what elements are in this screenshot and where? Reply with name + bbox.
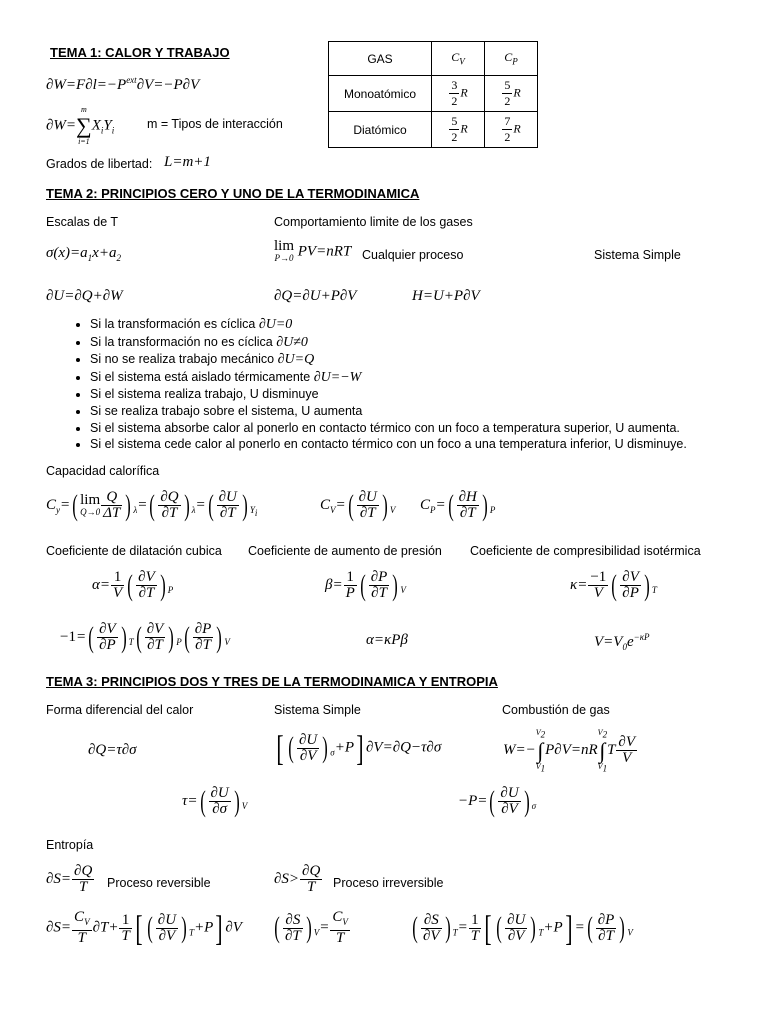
sistema-simple-label-2: Sistema Simple [274,703,361,717]
gas-header: GAS [329,42,432,76]
pressure-equation: −P=( $\frac{\partial U}{\partial V}$ ) $_\sigma$ [458,784,537,818]
table-row [329,76,538,112]
reversible-label: Proceso reversible [107,876,211,890]
heat-capacity-definition: $C_y=$( lim Q→0 $\frac{Q}{\Delta T}$ ) $_\lambda$=( $\frac{\partial Q}{\partial T}$ ) $_\lambda$=( $\frac{\partial U}{\partial T}$ ) $_{Y_i}$ [46,488,258,522]
table-row [329,112,538,148]
enthalpy-equation: H=U+P∂V [412,288,480,304]
capacidad-label: Capacidad calorífica [46,464,160,478]
gas-name: Diatómico [329,112,432,148]
coef-presion-label: Coeficiente de aumento de presión [248,544,442,558]
escalas-label: Escalas de T [46,215,119,229]
irreversible-entropy-equation: ∂S> $\frac{\partial Q}{T}$ [274,863,321,895]
first-law-bullets [70,316,687,453]
gas-table [328,41,538,148]
cp-value: $\frac{5}{2}$ R [485,76,538,112]
combustion-work-equation: W=− $V_2$ ∫ $V_1$ P∂V=nR $V_2$ ∫ $V_1$ T $\frac{\partial V}{V}$ [503,728,635,774]
reversible-entropy-equation: ∂S= $\frac{\partial Q}{T}$ [46,863,93,895]
heat-equation: ∂Q=∂U+P∂V [274,288,357,304]
alpha-equation: α= $\frac{1}{V}$ ( $\frac{\partial V}{\partial T}$ ) $_P$ [92,568,174,602]
alpha-kappa-relation: α=κPβ [366,632,408,648]
cualquier-label: Cualquier proceso [362,248,464,262]
cv-equation: $C_V=$( $\frac{\partial U}{\partial T}$ ) $_V$ [320,488,396,522]
coef-dilatacion-label: Coeficiente de dilatación cubica [46,544,222,558]
volume-exponential-equation: $V=V_0e^{-\kappa P}$ [594,632,650,652]
tema2-heading: TEMA 2: PRINCIPIOS CERO Y UNO DE LA TERMODINAMICA [46,186,420,201]
list-item: • Si el sistema cede calor al ponerlo en contacto térmico con un foco a una temperatura inferior, U disminuye. [90,436,687,453]
work-differential-equation: $\partial W=F\partial l=-P^{ext}\partial V=-P\partial V$ [46,75,200,93]
ideal-gas-limit-equation: lim P→0 PV=nRT [274,238,352,263]
entropia-label: Entropía [46,838,94,852]
cp-value: $\frac{7}{2}$ R [485,112,538,148]
tau-equation: τ=( $\frac{\partial U}{\partial\sigma}$ ) $_V$ [182,784,248,818]
tema1-heading: TEMA 1: CALOR Y TRABAJO [50,45,230,60]
coef-compresibilidad-label: Coeficiente de compresibilidad isotérmica [470,544,701,558]
list-item: • Si la transformación no es cíclica ∂U≠0 [90,334,687,352]
gas-name: Monoatómico [329,76,432,112]
combustion-label: Combustión de gas [502,703,610,717]
list-item: • Si no se realiza trabajo mecánico ∂U=Q [90,351,687,369]
entropy-differential-equation: ∂S= $\frac{C_V}{T}$ ∂T+ $\frac{1}{T}$ [ ( $\frac{\partial U}{\partial V}$ ) $_T$+P] ∂V [46,908,242,948]
first-law-equation: ∂U=∂Q+∂W [46,288,123,304]
cp-header: $C_P$ [485,42,538,76]
kappa-equation: κ= $\frac{-1}{V}$ ( $\frac{\partial V}{\partial P}$ ) $_T$ [570,568,657,602]
simple-system-equation: [ ( $\frac{\partial U}{\partial V}$ ) $_\sigma$+P] ∂V=∂Q−τ∂σ [276,728,442,768]
cv-header: $C_V$ [432,42,485,76]
heat-tau-equation: ∂Q=τ∂σ [88,742,137,758]
grados-equation: L=m+1 [164,154,211,170]
entropy-temperature-derivative: ( $\frac{\partial S}{\partial T}$ ) $_V$= $\frac{C_V}{T}$ [274,909,348,946]
m-note: m = Tipos de interacción [147,117,283,131]
sistema-simple-label: Sistema Simple [594,248,681,262]
list-item: • Si se realiza trabajo sobre el sistema, U aumenta [90,403,687,420]
comportamiento-label: Comportamiento limite de los gases [274,215,473,229]
cp-equation: $C_P=$( $\frac{\partial H}{\partial T}$ ) $_P$ [420,488,496,522]
grados-label: Grados de libertad: [46,157,153,171]
cv-value: $\frac{5}{2}$ R [432,112,485,148]
cyclic-relation-equation: −1=( $\frac{\partial V}{\partial P}$ ) $_T$( $\frac{\partial V}{\partial T}$ ) $_P$( $\frac{\partial P}{\partial T}$ ) $_V$ [60,620,230,654]
forma-diferencial-label: Forma diferencial del calor [46,703,194,717]
work-sum-equation: ∂W= m ∑ i=1 $X_iY_i$ [46,105,115,146]
sigma-equation: $\sigma(x)=a_1x+a_2$ [46,245,121,263]
tema3-heading: TEMA 3: PRINCIPIOS DOS Y TRES DE LA TERMODINAMICA Y ENTROPIA [46,674,498,689]
list-item: • Si el sistema realiza trabajo, U disminuye [90,386,687,403]
cv-value: $\frac{3}{2}$ R [432,76,485,112]
irreversible-label: Proceso irreversible [333,876,444,890]
beta-equation: β= $\frac{1}{P}$ ( $\frac{\partial P}{\partial T}$ ) $_V$ [325,568,406,602]
list-item: • Si la transformación es cíclica ∂U=0 [90,316,687,334]
list-item: • Si el sistema está aislado térmicamente ∂U=−W [90,369,687,387]
entropy-volume-derivative: ( $\frac{\partial S}{\partial V}$ ) $_T$= $\frac{1}{T}$ [ ( $\frac{\partial U}{\partial V}$ ) $_T$+P] =( $\frac{\partial P}{\partial T}$ ) $_V$ [412,908,633,948]
list-item: • Si el sistema absorbe calor al ponerlo en contacto térmico con un foco a temperatura superior, U aumenta. [90,420,687,437]
